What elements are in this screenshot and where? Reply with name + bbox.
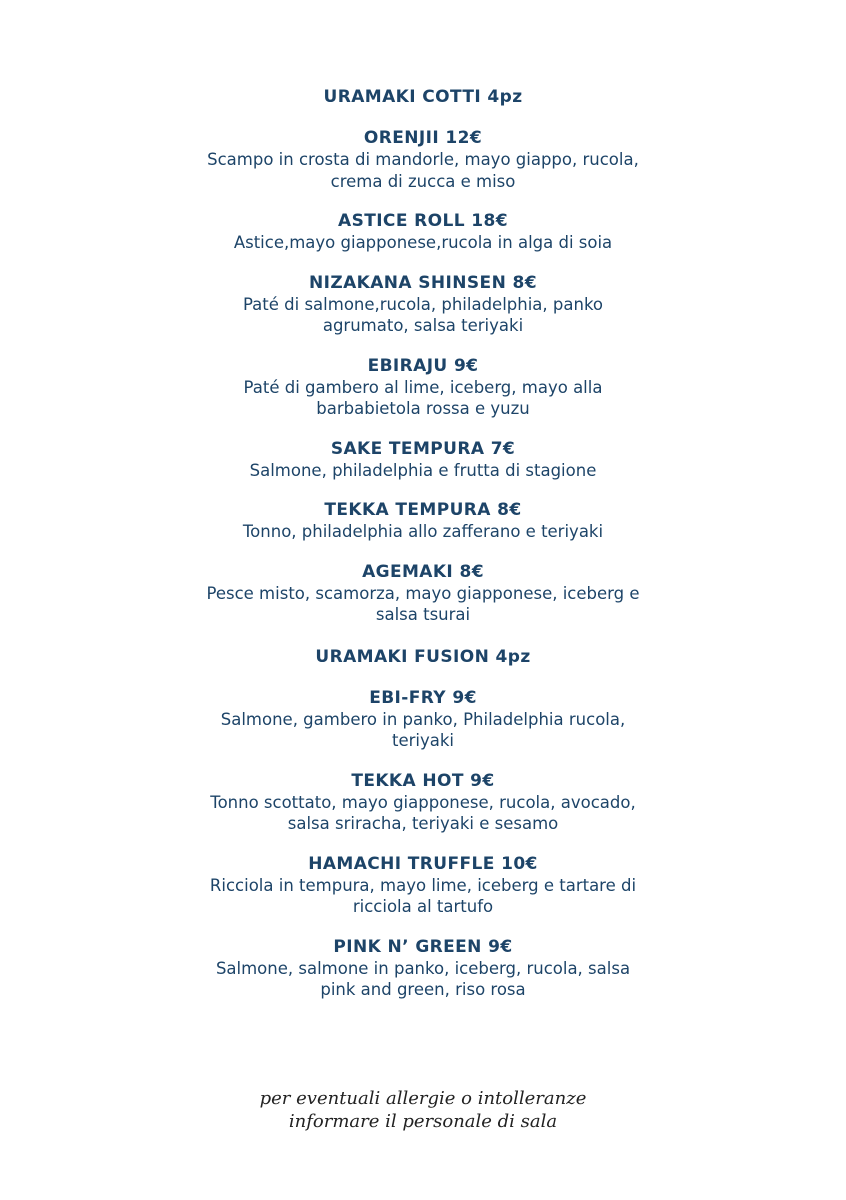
menu-item-astice-roll [0,210,846,254]
menu-section-uramaki-cotti [0,84,846,626]
menu-item-orenjii [0,127,846,192]
item-description: Paté di gambero al lime, iceberg, mayo alla barbabietola rossa e yuzu [243,377,603,418]
item-description: Scampo in crosta di mandorle, mayo giappo, rucola, crema di zucca e miso [207,150,639,191]
menu-item-ebi-fry [0,687,846,752]
menu-item-agemaki [0,561,846,626]
item-name-price: HAMACHI TRUFFLE 10€ [308,853,538,874]
item-name-price: NIZAKANA SHINSEN 8€ [309,272,537,293]
item-description: Paté di salmone,rucola, philadelphia, panko agrumato, salsa teriyaki [242,294,604,335]
item-name-price: ORENJII 12€ [363,128,483,148]
item-description: Tonno scottato, mayo giapponese, rucola, avocado, salsa sriracha, teriyaki e sesamo [210,792,636,833]
menu-section-uramaki-fusion [0,644,846,1001]
item-description: Ricciola in tempura, mayo lime, iceberg e tartare di ricciola al tartufo [209,875,637,916]
item-name-price: EBI-FRY 9€ [369,687,477,708]
menu-item-nizakana-shinsen [0,272,846,337]
item-name-price: ASTICE ROLL 18€ [338,211,508,231]
menu-item-tekka-tempura [0,499,846,543]
item-description: Salmone, salmone in panko, iceberg, rucola, salsa pink and green, riso rosa [215,958,631,999]
item-description: Astice,mayo giapponese,rucola in alga di soia [233,233,613,252]
item-name-price: TEKKA TEMPURA 8€ [324,500,522,520]
menu-list [0,84,846,1019]
allergy-note: per eventuali allergie o intolleranze informare il personale di sala [259,1088,587,1132]
menu-item-sake-tempura [0,438,846,482]
menu-item-tekka-hot [0,770,846,835]
menu-item-hamachi-truffle [0,853,846,918]
section-title: URAMAKI COTTI 4pz [323,87,523,107]
item-description: Salmone, philadelphia e frutta di stagione [249,460,597,480]
item-name-price: EBIRAJU 9€ [367,355,479,376]
item-name-price: TEKKA HOT 9€ [351,770,495,791]
item-name-price: PINK N’ GREEN 9€ [333,936,513,957]
item-name-price: SAKE TEMPURA 7€ [330,438,516,459]
item-description: Pesce misto, scamorza, mayo giapponese, iceberg e salsa tsurai [206,583,640,624]
section-title: URAMAKI FUSION 4pz [315,646,531,667]
item-description: Salmone, gambero in panko, Philadelphia rucola, teriyaki [220,709,626,750]
menu-item-ebiraju [0,355,846,420]
item-description: Tonno, philadelphia allo zafferano e teriyaki [242,522,604,541]
item-name-price: AGEMAKI 8€ [362,561,484,582]
menu-item-pink-n-green [0,936,846,1001]
